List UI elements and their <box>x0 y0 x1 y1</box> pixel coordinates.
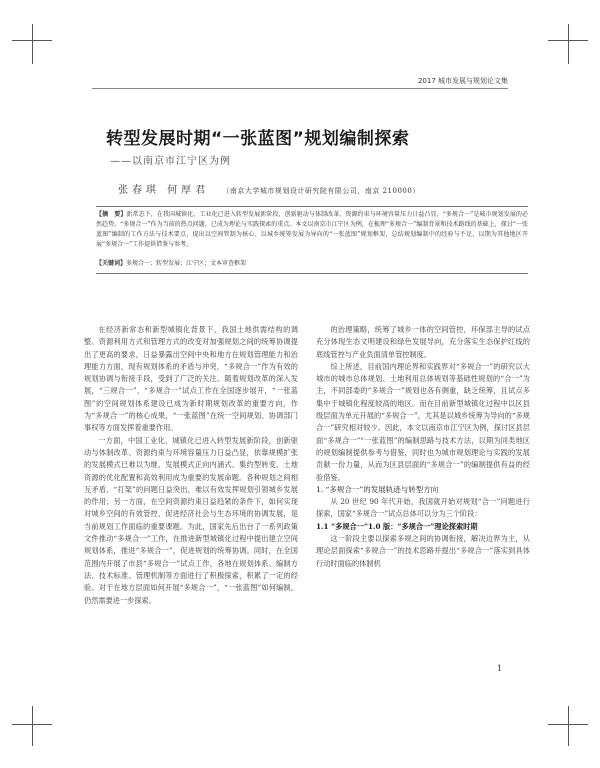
keywords-label: 【关键词】 <box>96 260 127 267</box>
body-paragraph: 在经济新常态和新型城镇化背景下，我国土地供需结构的调整、资源利用方式和管理方式的改变对加强规划之间的统筹协调提出了更高的要求，日益暴露出空间中央和地方在规划管理能力和治理能力方面，现有规划体系的矛盾与冲突，“多规合一”作为有效的规划协调与衔接手段，受到了广泛的关注。随着规划改革的深入发展，“三规合一”、“多规合一”试点工作在全国逐步展开，“一张蓝图”的空间规划体系建设已成为新时期规划改革的重要方向，作为“多规合一”的核心成果，“一张蓝图”在统一空间规划、协调部门事权等方面发挥着重要作用。 <box>84 325 298 433</box>
body-column-right <box>316 324 530 570</box>
crop-mark <box>12 40 52 41</box>
section-heading: 1. “多规合一”的发展轨迹与转型方向 <box>316 484 439 494</box>
keywords <box>96 259 528 269</box>
body-column-left <box>84 324 298 607</box>
abstract-label: 【摘 要】 <box>96 211 127 218</box>
header-rule <box>92 88 508 89</box>
article-subtitle: ——以南京市江宁区为例 <box>110 156 231 167</box>
abstract-text: 新常态下，在我国城镇化、工业化已进入转型发展新阶段，创新驱动与体制改革、资源约束与环境容量压力日益凸显，“多规合一”是城市规划发展的必然趋势。“多规合一”作为当前的热点问题，已成为理论与实践探索的重点。本文以南京市江宁区为例，在梳理“多规合一”编制背景和技术路线的基础上，探讨“一张蓝图”编制的工作方法与技术要点，提出以空间管制为核心、以城乡统筹发展为导向的“一张蓝图”规划框架，总结规划编制中的经验与不足，以期为其他地区开展“多规合一”工作提供借鉴与参考。 <box>96 211 528 248</box>
article-title: 转型发展时期“一张蓝图”规划编制探索 <box>106 129 410 149</box>
running-header: 2017 城市发展与规划论文集 <box>417 77 508 85</box>
crop-mark <box>548 40 588 41</box>
subsection-heading: 1.1 “多规合一”1.0 版：“多规合一”理论探索时期 <box>316 521 478 531</box>
page-number: 1 <box>496 664 502 673</box>
abstract <box>96 210 528 250</box>
author-names: 张春琪 何厚君 <box>118 185 210 196</box>
crop-mark <box>32 706 33 746</box>
author-line <box>118 181 420 196</box>
keywords-text: 多规合一；转型发展；江宁区；文本审查框架 <box>126 260 247 267</box>
body-paragraph: 从 20 世纪 90 年代开始，我国就开始对规划“合一”问题进行探索，国家“多规合一”试点总体可以分为三个阶段： <box>316 497 530 519</box>
crop-mark <box>32 24 33 64</box>
body-paragraph: 综上所述，目前国内理论界和实践界对“多规合一”的研究以大城市的城市总体规划、土地利用总体规划等基础性规划的“合一”为主，不同部委的“多规合一”规划也各有侧重，缺乏统筹，且试点多集中于城镇化程度较高的地区。而在目前新型城镇化过程中以区县级层面为单元开展的“多规合一”，尤其是以城乡统筹为导向的“多规合一”研究相对较少。因此，本文以南京市江宁区为例，探讨区县层面“多规合一”“一张蓝图”的编制思路与技术方法，以期为同类地区的规划编制提供参考与借鉴，同时也为城市规划理论与实践的发展贡献一份力量，从而为区县层面的“多规合一”的编制提供有益的经验借鉴。 <box>316 361 530 482</box>
body-paragraph: 一方面，中国工业化、城镇化已进入转型发展新阶段，创新驱动与体制改革、资源约束与环境容量压力日益凸显，依靠规模扩张的发展模式已难以为继，发展模式正向内涵式、集约型转变，土地资源的优化配置和高效利用成为重要的发展命题。各种规划之间相互矛盾、“打架”的问题日益突出，难以有效发挥规划引领城乡发展的作用；另一方面，在空间资源约束日益趋紧的条件下，如何实现对城乡空间的有效管控，促进经济社会与生态环境的协调发展，是当前规划工作面临的重要课题。为此，国家先后出台了一系列政策文件推动“多规合一”工作，在推进新型城镇化过程中提出建立空间规划体系，推进“多规合一”，促进规划的统筹协调。同时，在全国范围内开展了市县“多规合一”试点工作，各地在规划体系、编制方法、技术标准、管理机制等方面进行了积极探索，积累了一定的经验。对于在地方层面如何开展“多规合一”，“一张蓝图”如何编制，仍然需要进一步探索。 <box>84 435 298 605</box>
crop-mark <box>568 706 569 746</box>
crop-mark <box>548 724 588 725</box>
body-paragraph: 这一阶段主要以探索多规之间的协调衔接，解决边界为主，从理论层面探索“多规合一”的技术思路并提出“多规合一”落实到具体行动时面临的体制机 <box>316 534 530 568</box>
crop-mark <box>568 24 569 64</box>
crop-mark <box>12 724 52 725</box>
author-affiliation: （南京大学城市规划设计研究院有限公司，南京 210000） <box>222 187 420 195</box>
body-paragraph: 的治理策略，统筹了城乡一体的空间管控，环保部主导的试点充分体现生态文明建设和绿色发展导向，充分落实生态保护红线的底线管控与产业负面清单管控制度。 <box>316 325 530 359</box>
